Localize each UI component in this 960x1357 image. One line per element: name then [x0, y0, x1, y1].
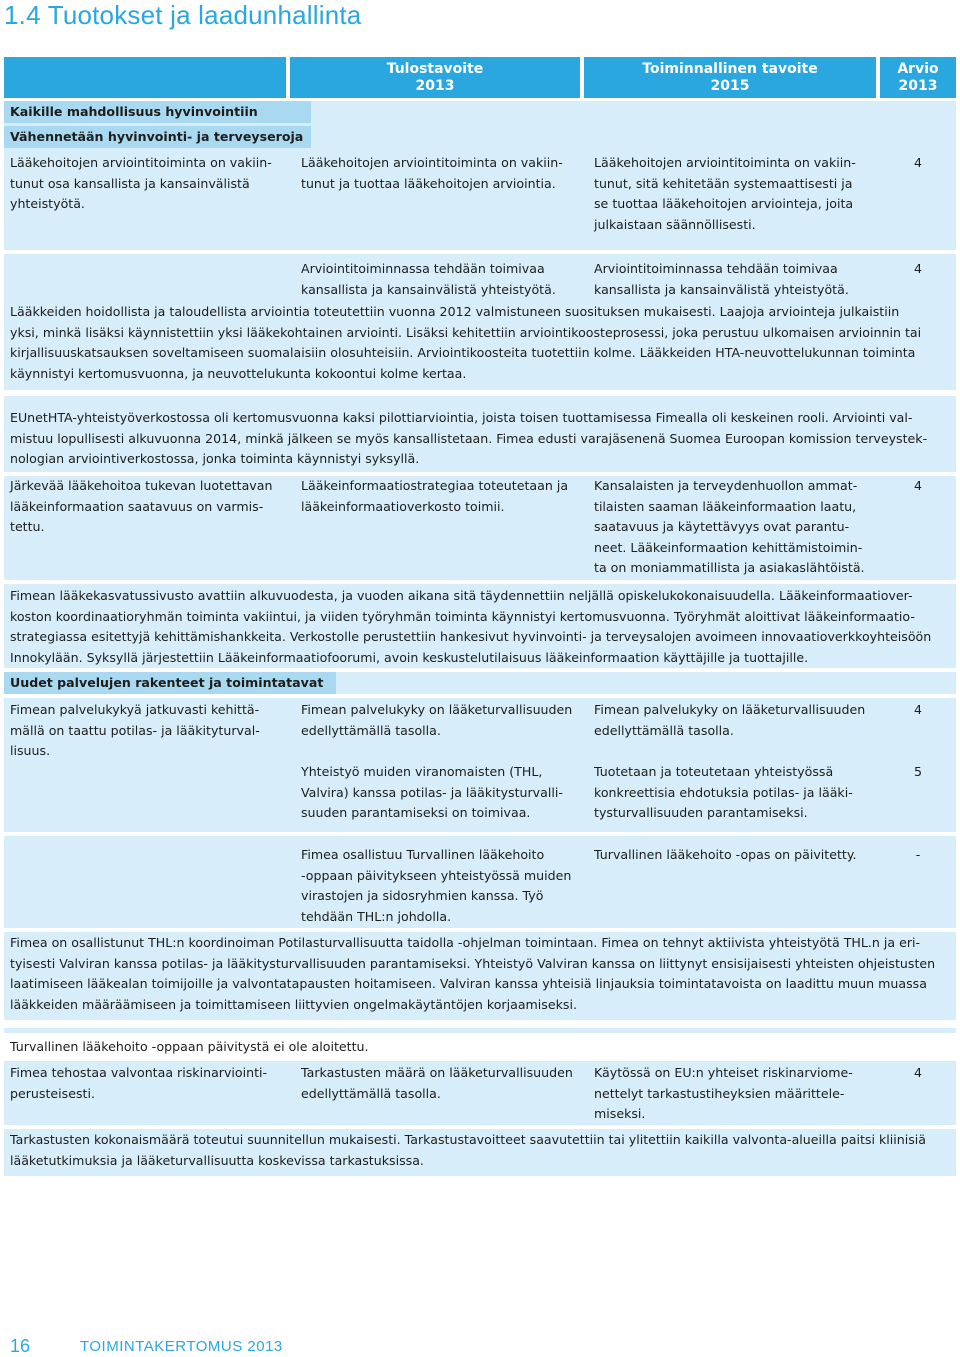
s3-r1-rating: 4	[913, 702, 922, 717]
paragraph-gap	[4, 1020, 956, 1028]
s1-r1-operational-target: Lääkehoitojen arviointitoiminta on vakiin- tunut, sitä kehitetään systemaattisesti ja se tuottaa lääkehoitojen arviointeja, joita julkaistaan säännöllisesti.	[594, 155, 856, 232]
heading-separator	[4, 694, 956, 698]
page-number: 16	[10, 1336, 31, 1356]
row-separator	[4, 580, 956, 584]
section3-heading: Uudet palvelujen rakenteet ja toimintatavat	[10, 675, 324, 690]
s3-r3-rating: -	[915, 847, 921, 862]
s3-r2-result-target: Yhteistyö muiden viranomaisten (THL, Valvira) kanssa potilas- ja lääkitysturvalli- suuden parantamiseksi on toimivaa.	[301, 764, 563, 820]
s3-r3-result-target: Fimea osallistuu Turvallinen lääkehoito -oppaan päivitykseen yhteistyössä muiden virastojen ja sidosryhmien kanssa. Työ tehdään THL:n johdolla.	[301, 847, 572, 924]
s4-r1-operational-target: Käytössä on EU:n yhteiset riskinarviome- nettelyt tarkastustiheyksien määrittele- miseksi.	[594, 1065, 853, 1121]
s3-r2-rating: 5	[913, 764, 922, 779]
s2-r1-result-target: Lääkeinformaatiostrategiaa toteutetaan ja lääkeinformaatioverkosto toimii.	[301, 478, 569, 514]
s4-paragraph: Tarkastusten kokonaismäärä toteutui suunnitellun mukaisesti. Tarkastustavoitteet saavutettiin tai ylitettiin kaikilla valvonta-alueilla paitsi kliinisiä lääketutkimuksia ja lääketurvallisuutta koskevissa tarkastuksissa.	[10, 1132, 927, 1168]
header-tulostavoite: Tulostavoite 2013	[386, 61, 484, 94]
s1-r2-rating: 4	[913, 261, 922, 276]
row-separator	[4, 1125, 956, 1129]
s4-r1-result-target: Tarkastusten määrä on lääketurvallisuuden edellyttämällä tasolla.	[301, 1065, 573, 1101]
s1-paragraph-2: EUnetHTA-yhteistyöverkostossa oli kertomusvuonna kaksi pilottiarviointia, joista toisen tuottamisessa Fimealla oli keskeinen rooli. Arviointi val- mistuu lopullisesti alkuvuonna 2014, minkä jälkeen se myös kansallistetaan. Fimea edusti varajäsenenä Suomea Euroopan komission terveystek- nologian arviointiverkostossa, jonka toiminta käynnistyi syksyllä.	[10, 410, 928, 466]
s3-r1-goal: Fimean palvelukykyä jatkuvasti kehittä- mällä on taattu potilas- ja lääkityturval- lisuus.	[10, 702, 260, 758]
s2-r1-rating: 4	[913, 478, 922, 493]
s2-r1-operational-target: Kansalaisten ja terveydenhuollon ammat- tilaisten saaman lääkeinformaation laatu, saatavuus ja käytettävyys ovat parantu- neet. Lääkeinformaation kehittämistoimin- ta on moniammatillista ja asiakaslähtöistä.	[594, 478, 865, 575]
row-separator	[4, 928, 956, 932]
row-separator	[4, 250, 956, 254]
s2-r1-goal: Järkevää lääkehoitoa tukevan luotettavan lääkeinformaation saatavuus on varmis- tettu.	[10, 478, 273, 534]
s1-paragraph-1: Lääkkeiden hoidollista ja taloudellista arviointia toteutettiin vuonna 2012 valmistuneen suosituksen mukaisesti. Laajoja arviointeja julkaistiin yksi, minkä lisäksi käynnistettiin yksi lääkekohtainen arviointi. Lisäksi kehitettiin arviointikoosteprosessi, joka perustuu ulkomaisen arvioinnin tai kirjallisuuskatsauksen soveltamiseen suomalaisiin olosuhteisiin. Arviointikoosteita tuotettiin kolme. Lääkkeiden HTA-neuvottelukunnan toiminta käynnistyi kertomusvuonna, ja neuvottelukunta kokoontui kolme kertaa.	[10, 304, 922, 381]
s4-r1-goal: Fimea tehostaa valvontaa riskinarviointi- perusteisesti.	[10, 1065, 268, 1101]
section1-heading2: Vähennetään hyvinvointi- ja terveyseroja	[10, 129, 304, 144]
row-separator	[4, 832, 956, 836]
s3-r2-operational-target: Tuotetaan ja toteutetaan yhteistyössä konkreettisia ehdotuksia potilas- ja lääki- tysturvallisuuden parantamiseksi.	[594, 764, 853, 820]
page-title: 1.4 Tuotokset ja laadunhallinta	[4, 0, 362, 30]
s1-r2-result-target: Arviointitoiminnassa tehdään toimivaa kansallista ja kansainvälistä yhteistyötä.	[301, 261, 556, 297]
header-arvio: Arvio 2013	[897, 61, 939, 94]
s1-r2-operational-target: Arviointitoiminnassa tehdään toimivaa kansallista ja kansainvälistä yhteistyötä.	[594, 261, 849, 297]
s1-r1-goal: Lääkehoitojen arviointitoiminta on vakiin- tunut osa kansallista ja kansainvälistä yhteistyötä.	[10, 155, 272, 211]
s1-r1-result-target: Lääkehoitojen arviointitoiminta on vakiin- tunut ja tuottaa lääkehoitojen arviointia.	[301, 155, 563, 191]
s3-r1-result-target: Fimean palvelukyky on lääketurvallisuuden edellyttämällä tasolla.	[301, 702, 573, 738]
s2-paragraph: Fimean lääkekasvatussivusto avattiin alkuvuodesta, ja vuoden aikana sitä täydennettiin neljällä opiskelukokonaisuudella. Lääkeinformaatiover- koston koordinaatioryhmän toiminta vakiintui, ja viiden työryhmän toiminta käynnistyi kertomusvuonna. Työryhmät aloittivat lääkeinformaatio- strategiassa esitettyjä kehittämishankkeita. Verkostolle perustettiin hankesivut hyvinvointi- ja terveysalojen avoimeen innovaatioverkkoyhteisöön Innokylään. Syksyllä järjestettiin Lääkeinformaatiofoorumi, avoin keskustelutilaisuus lääkeinformaation käyttäjille ja tuottajille.	[10, 588, 932, 665]
report-name: TOIMINTAKERTOMUS 2013	[80, 1338, 283, 1355]
s1-r1-rating: 4	[913, 155, 922, 170]
s3-paragraph-1: Fimea on osallistunut THL:n koordinoiman Potilasturvallisuutta taidolla -ohjelman toimintaan. Fimea on tehnyt aktiivista yhteistyötä THL.n ja eri- tyisesti Valviran kanssa potilas- ja lääkitysturvallisuuden parantamiseksi. Yhteistyö Valviran kanssa on liittynyt ensisijaisesti yhteisten ohjeistusten laatimiseen lääkealan toimijoille ja valvontatapausten hoitamiseen. Valviran kanssa yhteisiä linjauksia toimintatavoista on laadittu muun muassa lääkkeiden määräämiseen ja toimittamiseen liittyvien ongelmakäytäntöjen korjaamiseksi.	[10, 935, 936, 1012]
s3-paragraph-2: Turvallinen lääkehoito -oppaan päivitystä ei ole aloitettu.	[10, 1039, 369, 1054]
s4-r1-rating: 4	[913, 1065, 922, 1080]
section1-heading1: Kaikille mahdollisuus hyvinvointiin	[10, 104, 258, 119]
header-cell-empty	[4, 57, 286, 98]
s3-r3-operational-target: Turvallinen lääkehoito -opas on päivitetty.	[594, 847, 857, 862]
s3-r1-operational-target: Fimean palvelukyky on lääketurvallisuuden edellyttämällä tasolla.	[594, 702, 866, 738]
header-toiminnallinen-tavoite: Toiminnallinen tavoite 2015	[642, 61, 818, 94]
